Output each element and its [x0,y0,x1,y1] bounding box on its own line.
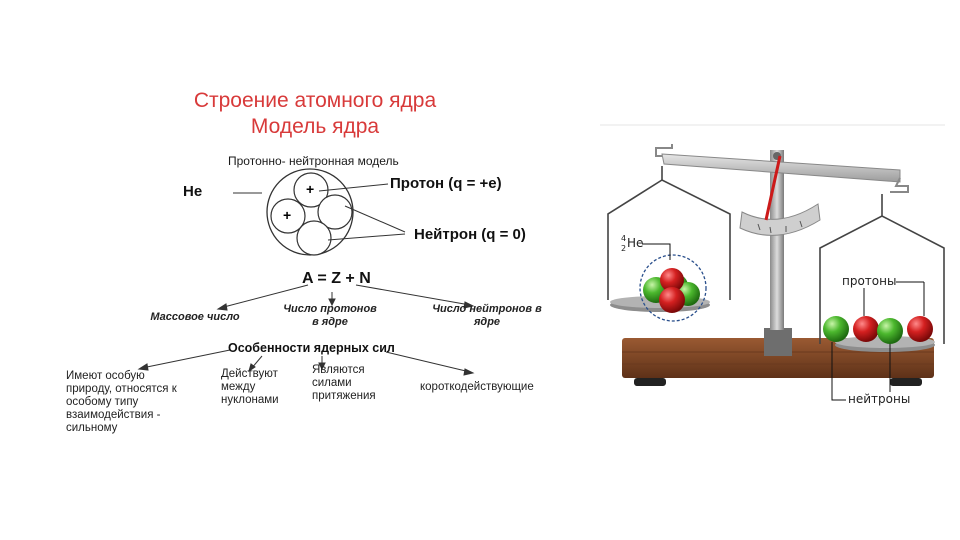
feature-2-line: между [221,381,256,393]
neutron-ball [823,316,849,342]
balance-scale-illustration [600,120,950,420]
feature-1-line: сильному [66,422,118,434]
scale-pole [764,150,792,356]
feature-2-line: нуклонами [221,394,279,406]
proton-ball [853,316,879,342]
neutron-ball-2 [297,221,331,255]
feature-3-line: притяжения [312,390,376,402]
helium-symbol: He [627,236,644,250]
neutron-pointer-2 [328,234,405,240]
neutron-count-line-2: ядре [473,316,501,328]
proton-plus-1: + [306,181,315,197]
title-line-1: Строение атомного ядра [193,89,437,112]
feature-2 [221,368,301,407]
neutron-label: Нейтрон (q = 0) [414,226,526,243]
neutron-pointer-1 [345,206,405,232]
feature-1-line: Имеют особую [66,370,145,382]
proton-count-line-2: в ядре [312,316,348,328]
formula: A = Z + N [302,270,371,287]
feature-1-line: природу, относятся к [66,383,177,395]
proton-count-line-1: Число протонов [283,303,377,315]
proton-pointer [319,184,388,191]
title-line-2: Модель ядра [250,115,380,138]
helium-mass-number: 4 [621,234,627,243]
neutron-count-line-1: Число нейтронов в [432,303,542,315]
feature-1-line: особому типу [66,396,139,408]
feature-3 [312,364,392,403]
model-name: Протонно- нейтронная модель [228,154,399,168]
neutron-ball [877,318,903,344]
feature-2-line: Действуют [221,368,278,380]
helium-charge-number: 2 [621,244,627,253]
feature-4 [420,381,550,394]
neutron-count-label [420,303,554,329]
protons-label: протоны [842,274,897,288]
forces-heading: Особенности ядерных сил [228,341,395,355]
neutrons-label: нейтроны [848,392,911,406]
balance-picture [600,120,950,420]
proton-label: Протон (q = +e) [390,175,502,192]
feature-3-line: силами [312,377,352,389]
proton-ball [659,287,685,313]
proton-ball [907,316,933,342]
feature-1 [66,370,206,435]
feature-3-line: Являются [312,364,365,376]
proton-count-label [272,303,388,329]
feature-1-line: взаимодействия - [66,409,161,421]
mass-number-label: Массовое число [150,311,240,323]
feature-4-line: короткодействующие [420,381,534,393]
helium-nucleus [640,255,706,321]
proton-plus-2: + [283,207,292,223]
he-label: He [183,183,203,200]
